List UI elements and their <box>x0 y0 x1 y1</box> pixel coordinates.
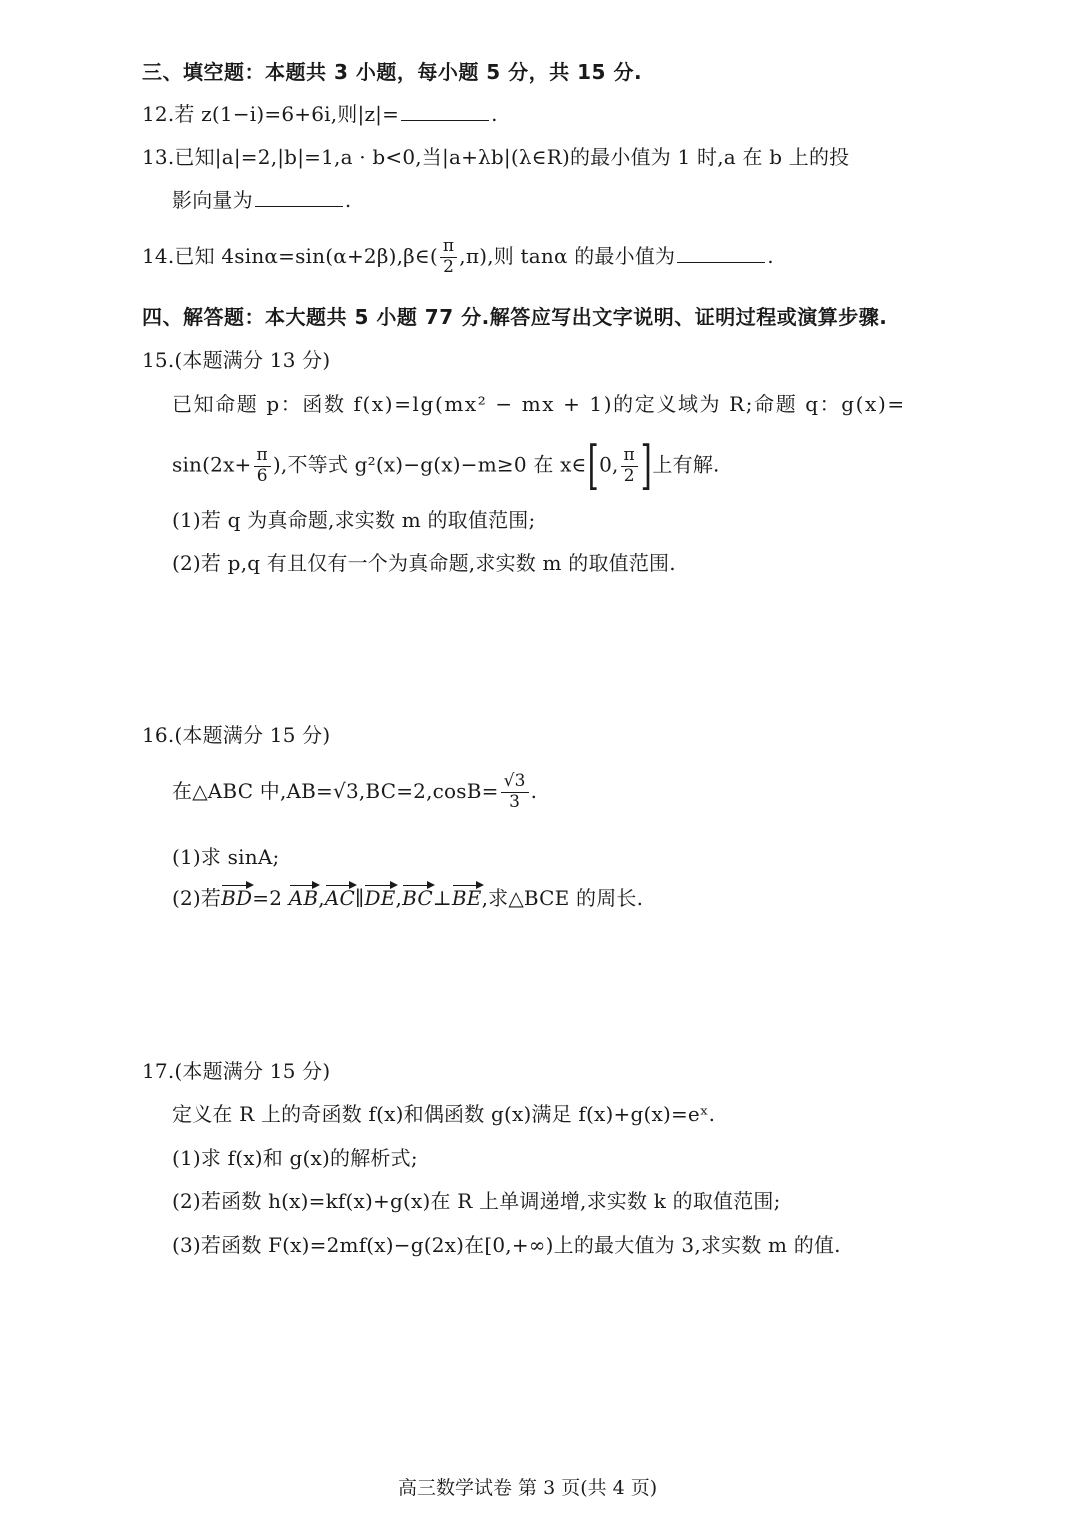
section-4-heading: 四、解答题：本大题共 5 小题 77 分.解答应写出文字说明、证明过程或演算步骤. <box>142 305 888 329</box>
q16-parallel: ∥ <box>355 886 365 910</box>
q16-perp: ⊥ <box>432 886 452 910</box>
fraction <box>501 773 529 812</box>
answer-blank <box>401 119 489 121</box>
question-12-end: . <box>491 102 498 126</box>
question-15-part-2: (2)若 p,q 有且仅有一个为真命题,求实数 m 的取值范围. <box>172 551 676 575</box>
vector-ab: AB <box>288 886 319 910</box>
fraction-denominator: 2 <box>623 465 635 486</box>
vector-bc: BC <box>402 886 433 910</box>
fraction <box>621 444 638 486</box>
question-12-text: 12.若 z(1−i)=6+6i,则|z|= <box>142 102 400 126</box>
fraction <box>440 238 457 277</box>
question-13-line-2-text: 影向量为 <box>172 188 253 212</box>
answer-blank <box>255 205 343 207</box>
fraction-numerator: √3 <box>501 773 529 793</box>
question-17-line-1: 定义在 R 上的奇函数 f(x)和偶函数 g(x)满足 f(x)+g(x)=eˣ. <box>172 1102 716 1126</box>
q16-eq: =2 <box>252 886 283 910</box>
q16-line1-end: . <box>530 778 538 803</box>
vector-be: BE <box>451 886 482 910</box>
question-14-pre: 14.已知 4sinα=sin(α+2β),β∈( <box>142 243 438 268</box>
q15-line2-post: 上有解. <box>652 452 720 477</box>
question-13-line-1: 13.已知|a|=2,|b|=1,a · b<0,当|a+λb|(λ∈R)的最小值为 1 时,a 在 b 上的投 <box>142 145 850 169</box>
question-14-end: . <box>767 243 774 268</box>
page-footer: 高三数学试卷 第 3 页(共 4 页) <box>398 1477 658 1499</box>
question-15-part-1: (1)若 q 为真命题,求实数 m 的取值范围; <box>172 508 536 532</box>
q16-comma-2: , <box>395 886 403 910</box>
question-15-line-2 <box>172 436 720 496</box>
fraction-numerator: π <box>254 447 271 467</box>
q16-comma-1: , <box>318 886 325 910</box>
right-bracket: ] <box>640 436 652 496</box>
vector-de: DE <box>364 886 396 910</box>
question-16-part-1: (1)求 sinA; <box>172 845 280 869</box>
question-17-part-2: (2)若函数 h(x)=kf(x)+g(x)在 R 上单调递增,求实数 k 的取值范围; <box>172 1189 781 1213</box>
q15-line2-mid: ),不等式 g²(x)−g(x)−m≥0 在 x∈ <box>272 452 587 477</box>
question-13-line-2 <box>172 190 351 210</box>
fraction-numerator: π <box>621 447 638 467</box>
fraction-denominator: 2 <box>443 256 455 277</box>
fraction-numerator: π <box>440 238 457 258</box>
question-15-line-1: 已知命题 p：函数 f(x)=lg(mx² − mx + 1)的定义域为 R;命题 q：g(x)= <box>172 392 906 416</box>
left-bracket: [ <box>587 436 599 496</box>
fraction-denominator: 6 <box>256 465 268 486</box>
fraction <box>254 444 271 486</box>
question-13-end: . <box>344 188 352 212</box>
section-3-heading: 三、填空题：本题共 3 小题，每小题 5 分，共 15 分. <box>142 60 643 84</box>
q16-line1-pre: 在△ABC 中,AB=√3,BC=2,cosB= <box>172 778 499 803</box>
fraction-denominator: 3 <box>509 791 521 812</box>
q15-line2-pre: sin(2x+ <box>172 452 252 477</box>
question-17-title: 17.(本题满分 15 分) <box>142 1059 331 1083</box>
question-17-part-3: (3)若函数 F(x)=2mf(x)−g(2x)在[0,+∞)上的最大值为 3,求实数 m 的值. <box>172 1233 841 1257</box>
question-14-post: ,π),则 tanα 的最小值为 <box>459 243 676 268</box>
vector-ac: AC <box>324 886 355 910</box>
question-17-part-1: (1)求 f(x)和 g(x)的解析式; <box>172 1146 418 1170</box>
q16-part2-pre: (2)若 <box>172 886 222 910</box>
question-16-part-2 <box>172 888 643 908</box>
answer-blank <box>677 261 765 263</box>
question-12 <box>142 104 498 124</box>
q15-interval-start: 0, <box>599 452 619 477</box>
question-16-line-1 <box>172 773 537 812</box>
question-15-title: 15.(本题满分 13 分) <box>142 348 331 372</box>
q16-part2-post: ,求△BCE 的周长. <box>481 886 644 910</box>
question-14 <box>142 238 774 277</box>
question-16-title: 16.(本题满分 15 分) <box>142 723 331 747</box>
vector-bd: BD <box>221 886 253 910</box>
